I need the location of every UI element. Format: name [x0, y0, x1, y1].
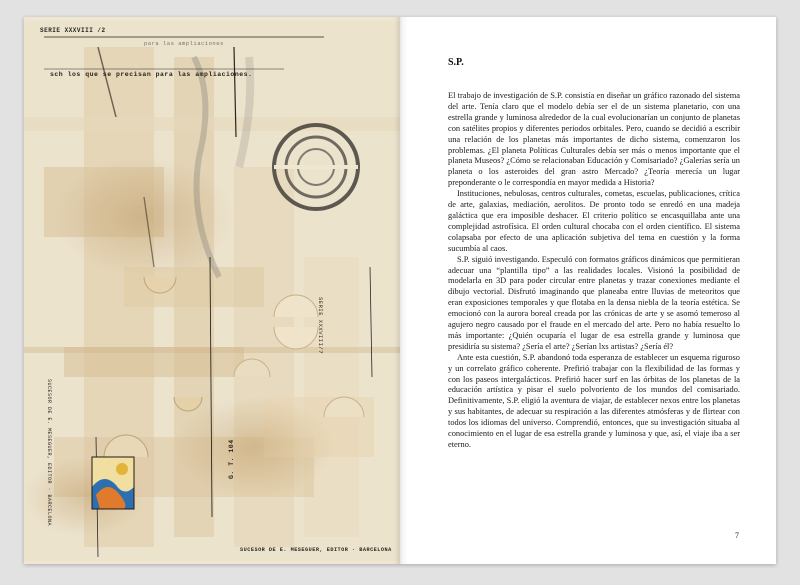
- paragraph: S.P. siguió investigando. Especuló con formatos gráficos dinámicos que permitieran adecuar una “plantilla tipo” a las realidades locales. Visionó la posibilidad de modelarla en 3D para poder circular entre planetas y trazar conexiones mediante el dibujo vectorial. Disfrutó imaginando que planeaba entre lluvias de meteoritos que eran exposiciones temporales y que flotaba en la densa niebla de la teoría estética. Se emocionó con la aurora boreal creada por las crónicas de arte y se asomó temeroso al agujero negro causado por el fraude en el mercado del arte. Pero no había resuelto lo más importante: ¿Quién ocuparía el lugar de esa estrella grande y luminosa que presidiría su sistema? ¿Sería el arte? ¿Serían lxs artistas? ¿Sería él?: [448, 254, 740, 351]
- body-text: [448, 91, 740, 451]
- stamp-publisher-side: SUCESOR DE E. MESEGUER, EDITOR · BARCELONA: [46, 379, 52, 527]
- left-page-collage: [24, 17, 400, 564]
- book-spread: [24, 17, 776, 564]
- paragraph: Ante esta cuestión, S.P. abandonó toda esperanza de establecer un esquema riguroso y un correlato gráfico coherente. Prefirió trabajar con la flexibilidad de las formas y con los paseos intergalácticos. Prefirió hacer surf en las órbitas de los planetas de la educación artística y pisar el suelo polvoriento de los mundos del comisariado. Definitivamente, S.P. eligió la aventura de viajar, de establecer nexos entre los planetas y sus habitantes, de adecuar su respiración a las diferentes atmósferas y de flirtear con todos los idiomas del universo. Comprendió, entonces, que su investigación situaba al conocimiento en el lugar de esa estrella grande y luminosa y que, así, el viaje iba a ser eterno.: [448, 352, 740, 449]
- section-heading: S.P.: [448, 57, 464, 68]
- stamp-series-top: SERIE XXXVIII /2: [40, 27, 106, 34]
- paragraph: Instituciones, nebulosas, centros culturales, cometas, escuelas, publicaciones, crítica de arte, galaxias, mediación, aerolitos. De pronto todo se enredó en una madeja galáctica que era imposible deshacer. El criterio político se encasquillaba ante una complejidad astrofísica. El orden cultural chocaba con el orden científico. El sistema colapsaba por efecto de una aplicación subjetiva del tema en cuestión y la forma sucumbía al caos.: [448, 189, 740, 253]
- stamp-header-line: para las ampliaciones: [144, 40, 224, 47]
- book-gutter: [394, 17, 408, 564]
- stamp-series-side: SERIE XXXVIII/7: [317, 297, 324, 355]
- collage-artwork: [24, 17, 400, 564]
- page-number: 7: [735, 531, 739, 540]
- right-page-text: [400, 17, 776, 564]
- stamp-header-text: sch los que se precisan para las ampliaciones.: [50, 71, 253, 78]
- stamp-publisher-bottom: SUCESOR DE E. MESEGUER, EDITOR · BARCELONA: [240, 547, 392, 553]
- stamp-gt: G. T. 104: [228, 439, 235, 479]
- paragraph: El trabajo de investigación de S.P. consistía en diseñar un gráfico razonado del sistema del arte. Tenía claro que el modelo debía ser el de un sistema planetario, con una estrella grande y luminosa alrededor de la cual evolucionarían un conjunto de planetas con satélites propios y diferentes periodos orbitales. Pero, cuando se decidió a escribir una relación de los planetas más importantes de dicho sistema, comenzaron los problemas. ¿El planeta Políticas Culturales debía ser más o menos importante que el planeta Museos? ¿Cómo se relacionaban Educación y Comisariado? ¿Galerías sería un planeta o los asteroides del gran astro Mercado? ¿Teoría merecía un lugar preponderante o le correspondía en mayor medida a Historia?: [448, 91, 740, 188]
